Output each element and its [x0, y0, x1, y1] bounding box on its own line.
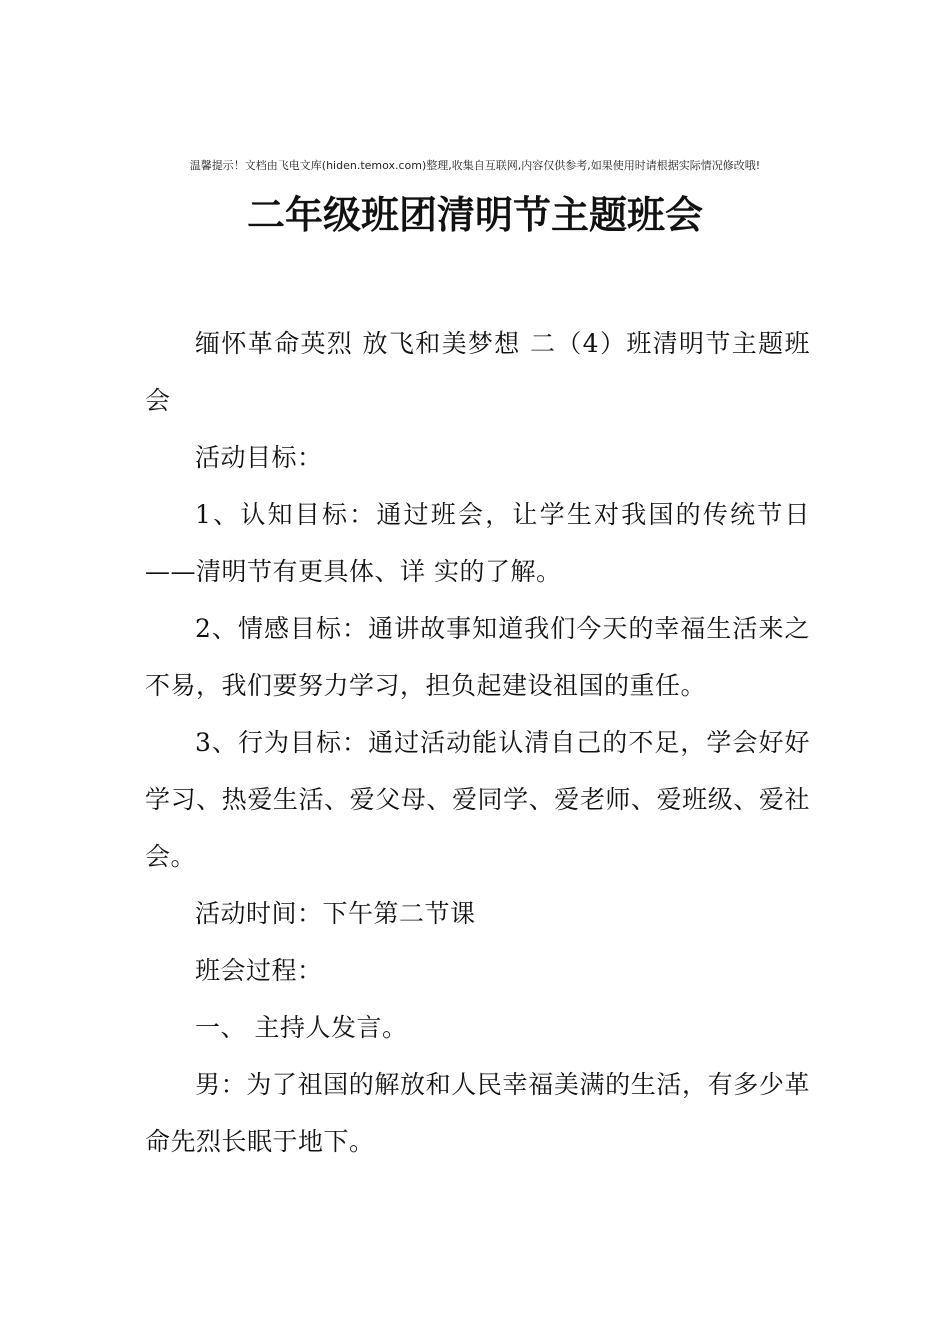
paragraph-male-line: 男：为了祖国的解放和人民幸福美满的生活，有多少革命先烈长眠于地下。 — [145, 1070, 810, 1156]
paragraph-heading-line: 缅怀革命英烈 放飞和美梦想 二（4）班清明节主题班会 — [145, 329, 810, 415]
paragraph-meeting-process: 班会过程： — [195, 956, 323, 985]
paragraph-goal-cognitive: 1、认知目标：通过班会，让学生对我国的传统节日——清明节有更具体、详 实的了解。 — [145, 500, 810, 586]
paragraph-host-speech: 一、 主持人发言。 — [195, 1013, 408, 1042]
paragraph-activity-goals: 活动目标： — [195, 443, 323, 472]
document-title: 二年级班团清明节主题班会 — [246, 193, 703, 237]
paragraph-goal-emotional: 2、情感目标：通讲故事知道我们今天的幸福生活来之不易，我们要努力学习，担负起建设祖国的重任。 — [145, 614, 810, 700]
download-notice: 温馨提示！文档由飞电文库(hiden.temox.com)整理,收集自互联网,内容仅供参考,如果使用时请根据实际情况修改哦! — [189, 159, 761, 172]
paragraph-goal-behavior: 3、行为目标：通过活动能认清自己的不足，学会好好学习、热爱生活、爱父母、爱同学、爱老师、爱班级、爱社会。 — [145, 728, 810, 871]
document-body — [145, 315, 810, 1170]
paragraph-activity-time: 活动时间：下午第二节课 — [195, 899, 476, 928]
